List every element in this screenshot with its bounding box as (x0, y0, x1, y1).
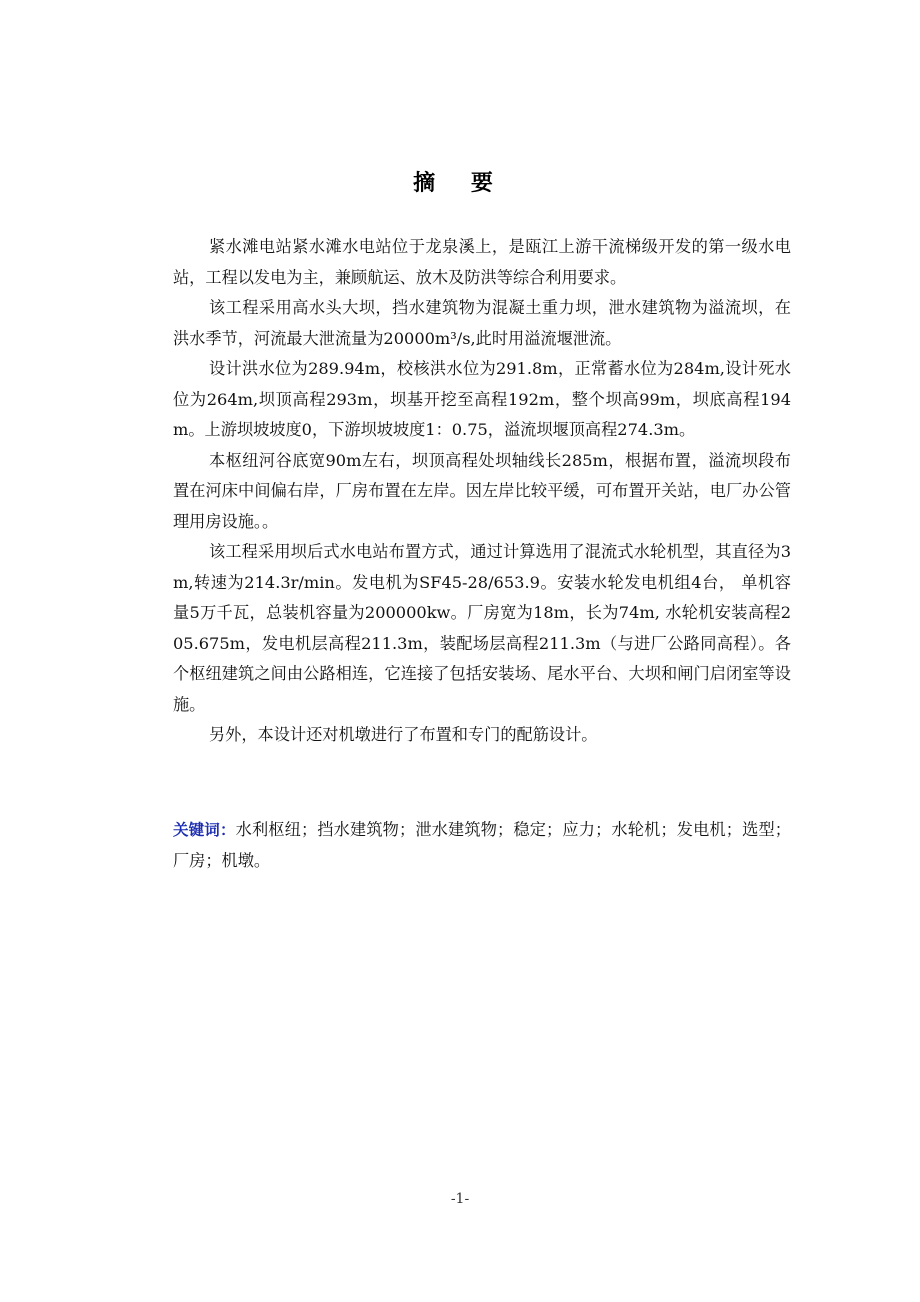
abstract-paragraph: 该工程采用坝后式水电站布置方式，通过计算选用了混流式水轮机型，其直径为3m,转速为214.3r/min。发电机为SF45-28/653.9。安装水轮发电机组4台， 单机容量5万千瓦，总装机容量为200000kw。厂房宽为18m，长为74m, 水轮机安装高程205.675m，发电机层高程211.3m，装配场层高程211.3m（与进厂公路同高程）。各个枢纽建筑之间由公路相连，它连接了包括安装场、尾水平台、大坝和闸门启闭室等设施。 (173, 542, 791, 714)
keywords-text: 水利枢纽；挡水建筑物；泄水建筑物；稳定；应力；水轮机；发电机；选型；厂房；机墩。 (173, 820, 791, 870)
abstract-paragraph: 另外，本设计还对机墩进行了布置和专门的配筋设计。 (209, 725, 598, 744)
abstract-paragraph: 该工程采用高水头大坝，挡水建筑物为混凝土重力坝，泄水建筑物为溢流坝，在洪水季节，河流最大泄流量为20000m³/s,此时用溢流堰泄流。 (173, 298, 791, 348)
abstract-paragraph: 设计洪水位为289.94m，校核洪水位为291.8m，正常蓄水位为284m,设计死水位为264m,坝顶高程293m，坝基开挖至高程192m，整个坝高99m，坝底高程194m。上游坝坡坡度0，下游坝坡坡度1：0.75，溢流坝堰顶高程274.3m。 (173, 359, 791, 439)
abstract-paragraph: 本枢纽河谷底宽90m左右，坝顶高程处坝轴线长285m，根据布置，溢流坝段布置在河床中间偏右岸，厂房布置在左岸。因左岸比较平缓，可布置开关站，电厂办公管理用房设施。。 (173, 450, 791, 531)
page-number: -1- (450, 1191, 470, 1207)
abstract-paragraph: 紧水滩电站紧水滩水电站位于龙泉溪上，是瓯江上游干流梯级开发的第一级水电站，工程以发电为主，兼顾航运、放木及防洪等综合利用要求。 (173, 237, 791, 287)
keywords-block (173, 815, 791, 876)
abstract-body (173, 232, 791, 751)
keywords-label: 关键词： (173, 821, 236, 839)
abstract-title: 摘 要 (413, 171, 507, 196)
